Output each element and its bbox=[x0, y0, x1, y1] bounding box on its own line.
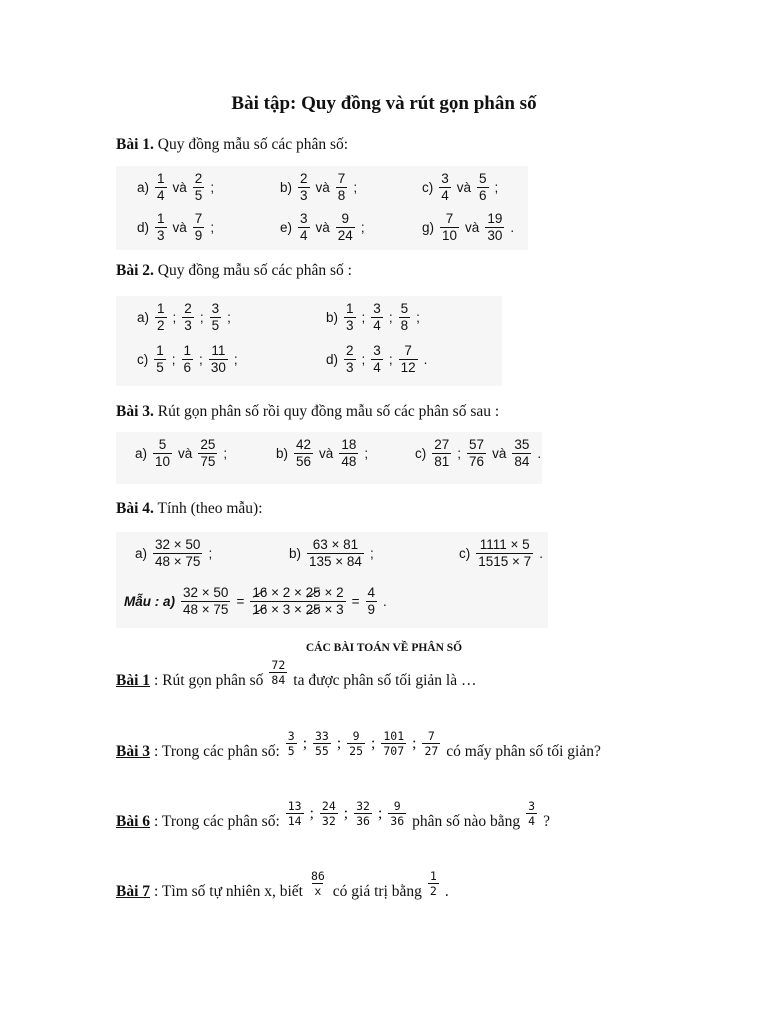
fraction bbox=[399, 344, 418, 375]
problem-label: Bài 7 bbox=[116, 882, 151, 900]
problem-text: ta được phân số tối giản là … bbox=[293, 671, 477, 689]
denominator-part: 16 bbox=[252, 602, 268, 618]
exercise-4-sample bbox=[120, 586, 391, 617]
exercise-1-heading bbox=[116, 136, 348, 154]
denominator: 48 × 75 bbox=[183, 602, 229, 618]
numerator-part: 16 bbox=[252, 585, 268, 600]
semicolon: ; bbox=[199, 310, 204, 326]
punctuation: ; bbox=[208, 546, 213, 562]
semicolon: ; bbox=[412, 734, 417, 752]
numerator: 19 bbox=[487, 211, 503, 226]
numerator: 7 bbox=[194, 211, 203, 226]
denominator: 4 bbox=[373, 360, 381, 376]
exercise-2-item bbox=[133, 344, 242, 375]
fraction bbox=[286, 800, 304, 827]
denominator: 12 bbox=[400, 360, 416, 376]
denominator: 5 bbox=[287, 744, 295, 759]
exercise-1-item bbox=[276, 172, 361, 203]
numerator: 1 bbox=[429, 869, 437, 883]
numerator: 57 bbox=[469, 437, 485, 452]
fraction bbox=[286, 730, 297, 757]
denominator: 56 bbox=[296, 454, 312, 470]
problem-label: Bài 1 bbox=[116, 671, 151, 689]
numerator: 5 bbox=[479, 171, 487, 186]
denominator: 5 bbox=[194, 188, 203, 204]
denominator-part: 25 bbox=[305, 602, 321, 618]
numerator: 2 bbox=[346, 343, 354, 358]
semicolon: ; bbox=[371, 734, 376, 752]
denominator: 36 bbox=[390, 814, 405, 829]
fraction bbox=[371, 302, 383, 333]
numerator: 86 bbox=[310, 869, 325, 883]
denominator: 55 bbox=[315, 744, 329, 759]
semicolon: ; bbox=[457, 446, 462, 462]
fraction bbox=[294, 438, 313, 469]
punctuation: ; bbox=[210, 180, 215, 196]
exercise-1-item bbox=[133, 212, 218, 243]
numerator: 32 × 50 bbox=[155, 537, 201, 552]
exercise-1-item bbox=[133, 172, 218, 203]
item-label: c) bbox=[422, 180, 434, 196]
numerator-part: 25 bbox=[305, 585, 321, 600]
denominator: 48 bbox=[341, 454, 357, 470]
semicolon: ; bbox=[171, 352, 176, 368]
numerator: 5 bbox=[158, 437, 167, 452]
fraction bbox=[428, 870, 439, 897]
problem-text: : Trong các phân số: bbox=[154, 742, 280, 760]
denominator: 81 bbox=[434, 454, 450, 470]
fraction bbox=[512, 438, 531, 469]
punctuation: ; bbox=[360, 220, 365, 236]
numerator: 11 bbox=[211, 343, 226, 358]
denominator: 84 bbox=[271, 673, 286, 688]
numerator: 9 bbox=[341, 211, 350, 226]
conjunction: và bbox=[315, 220, 330, 236]
denominator-part: × 3 × bbox=[271, 602, 302, 618]
exercise-4-item bbox=[455, 538, 547, 569]
item-label: a) bbox=[137, 180, 150, 196]
fraction bbox=[198, 438, 217, 469]
exercise-2-instruction: Quy đồng mẫu số các phân số : bbox=[153, 262, 352, 279]
numerator: 1 bbox=[183, 343, 192, 358]
numerator: 1 bbox=[346, 301, 354, 316]
problem-label: Bài 6 bbox=[116, 812, 151, 830]
sample-label: Mẫu : a) bbox=[124, 594, 176, 610]
equals-sign: = bbox=[351, 594, 360, 610]
denominator: 84 bbox=[514, 454, 530, 470]
fraction bbox=[476, 538, 533, 569]
denominator: 27 bbox=[424, 744, 439, 759]
fraction bbox=[320, 800, 338, 827]
fraction bbox=[388, 800, 406, 827]
numerator: 32 bbox=[356, 799, 370, 813]
denominator: 2 bbox=[429, 884, 437, 899]
punctuation: ; bbox=[227, 310, 231, 326]
fraction bbox=[339, 438, 358, 469]
equals-sign: = bbox=[236, 594, 245, 610]
numerator: 7 bbox=[337, 171, 346, 186]
fraction bbox=[298, 212, 310, 243]
item-label: a) bbox=[135, 446, 148, 462]
item-label: c) bbox=[137, 352, 149, 368]
exercise-4-heading bbox=[116, 500, 263, 518]
fraction bbox=[298, 172, 310, 203]
fraction bbox=[313, 730, 331, 757]
denominator: 4 bbox=[441, 188, 449, 204]
exercise-4-item bbox=[285, 538, 378, 569]
denominator: 707 bbox=[383, 744, 405, 759]
exercise-2-item bbox=[322, 344, 431, 375]
exercise-2-item bbox=[133, 302, 235, 333]
fraction bbox=[432, 438, 451, 469]
semicolon: ; bbox=[377, 804, 383, 822]
fraction bbox=[485, 212, 504, 243]
item-label: b) bbox=[280, 180, 293, 196]
semicolon: ; bbox=[199, 352, 203, 368]
conjunction: và bbox=[456, 180, 472, 196]
semicolon: ; bbox=[302, 734, 307, 752]
numerator: 3 bbox=[441, 171, 449, 186]
denominator: 75 bbox=[200, 454, 216, 470]
section-title: CÁC BÀI TOÁN VỀ PHÂN SỐ bbox=[305, 642, 463, 654]
fraction bbox=[399, 302, 411, 333]
numerator: 24 bbox=[321, 799, 336, 813]
numerator: 1 bbox=[157, 211, 165, 226]
denominator: 5 bbox=[211, 318, 220, 334]
numerator: 3 bbox=[528, 799, 536, 813]
item-label: d) bbox=[326, 352, 339, 368]
fraction bbox=[440, 212, 459, 243]
item-label: g) bbox=[422, 220, 435, 236]
problem-text: có mấy phân số tối giản? bbox=[446, 742, 601, 760]
denominator: x bbox=[314, 884, 322, 899]
denominator: 6 bbox=[183, 360, 192, 376]
conjunction: và bbox=[465, 220, 480, 236]
denominator: 9 bbox=[367, 602, 376, 618]
item-label: c) bbox=[415, 446, 427, 462]
semicolon: ; bbox=[388, 310, 393, 326]
denominator: 9 bbox=[194, 228, 203, 244]
problem-text: : Rút gọn phân số bbox=[154, 671, 264, 689]
item-label: a) bbox=[135, 546, 148, 562]
numerator: 7 bbox=[445, 211, 454, 226]
item-label: b) bbox=[276, 446, 289, 462]
numerator: 5 bbox=[400, 301, 409, 316]
conjunction: và bbox=[172, 180, 187, 196]
punctuation: . bbox=[539, 546, 543, 562]
denominator: 8 bbox=[337, 188, 346, 204]
exercise-3-item bbox=[131, 438, 231, 469]
fraction bbox=[477, 172, 489, 203]
denominator: 10 bbox=[442, 228, 458, 244]
fraction bbox=[155, 172, 167, 203]
fraction bbox=[193, 212, 205, 243]
exercise-3-number: Bài 3. bbox=[116, 403, 154, 420]
punctuation: . bbox=[537, 446, 542, 462]
fraction bbox=[153, 538, 202, 569]
denominator: 48 × 75 bbox=[155, 554, 201, 570]
semicolon: ; bbox=[172, 310, 177, 326]
problem-text: : Trong các phân số: bbox=[154, 812, 280, 830]
numerator: 33 bbox=[315, 729, 329, 743]
numerator: 101 bbox=[383, 729, 405, 743]
fraction bbox=[155, 302, 167, 333]
numerator: 3 bbox=[211, 301, 220, 316]
exercise-1-number: Bài 1. bbox=[116, 136, 154, 153]
denominator bbox=[250, 601, 345, 617]
fraction bbox=[467, 438, 486, 469]
conjunction: và bbox=[172, 220, 187, 236]
problem-p7 bbox=[116, 869, 453, 905]
numerator: 4 bbox=[367, 585, 376, 600]
denominator: 3 bbox=[300, 188, 308, 204]
exercise-4-instruction: Tính (theo mẫu): bbox=[153, 500, 263, 517]
punctuation: . bbox=[423, 352, 428, 368]
semicolon: ; bbox=[309, 804, 314, 822]
fraction bbox=[336, 212, 355, 243]
denominator: 76 bbox=[469, 454, 485, 470]
conjunction: và bbox=[315, 180, 330, 196]
semicolon: ; bbox=[361, 310, 366, 326]
numerator: 13 bbox=[287, 799, 302, 813]
numerator bbox=[250, 586, 345, 601]
denominator: 3 bbox=[184, 318, 192, 334]
denominator: 4 bbox=[157, 188, 165, 204]
semicolon: ; bbox=[361, 352, 366, 368]
fraction bbox=[344, 302, 356, 333]
exercise-1-item bbox=[418, 172, 502, 203]
item-label: d) bbox=[137, 220, 150, 236]
fraction bbox=[347, 730, 365, 757]
exercise-2-item bbox=[322, 302, 424, 333]
numerator: 42 bbox=[296, 437, 312, 452]
fraction bbox=[422, 730, 440, 757]
numerator: 2 bbox=[194, 171, 203, 186]
problem-text: phân số nào bằng bbox=[412, 812, 521, 830]
numerator: 63 × 81 bbox=[312, 537, 359, 552]
numerator: 3 bbox=[373, 301, 381, 316]
punctuation: ; bbox=[210, 220, 215, 236]
denominator: 135 × 84 bbox=[309, 554, 362, 570]
punctuation: . bbox=[383, 594, 387, 610]
denominator: 8 bbox=[400, 318, 409, 334]
item-label: e) bbox=[280, 220, 293, 236]
semicolon: ; bbox=[336, 734, 342, 752]
fraction bbox=[209, 344, 228, 375]
item-label: c) bbox=[459, 546, 471, 562]
conjunction: và bbox=[178, 446, 193, 462]
semicolon: ; bbox=[343, 804, 349, 822]
denominator: 2 bbox=[157, 318, 165, 334]
exercise-3-item bbox=[411, 438, 545, 469]
denominator: 36 bbox=[356, 814, 370, 829]
fraction bbox=[366, 586, 378, 617]
item-label: a) bbox=[137, 310, 150, 326]
numerator: 18 bbox=[341, 437, 357, 452]
fraction bbox=[154, 344, 166, 375]
semicolon: ; bbox=[388, 352, 393, 368]
numerator: 3 bbox=[373, 343, 381, 358]
punctuation: ; bbox=[223, 446, 228, 462]
fraction bbox=[336, 172, 348, 203]
fraction bbox=[371, 344, 383, 375]
numerator: 1111 × 5 bbox=[479, 537, 530, 552]
numerator: 1 bbox=[156, 343, 164, 358]
fraction bbox=[182, 302, 194, 333]
punctuation: ; bbox=[364, 446, 369, 462]
numerator-part: × 2 × bbox=[271, 585, 302, 600]
fraction bbox=[309, 870, 327, 897]
problem-p6 bbox=[116, 799, 554, 835]
fraction bbox=[307, 538, 364, 569]
problem-text: . bbox=[444, 882, 449, 900]
problem-text: có giá trị bằng bbox=[332, 882, 422, 900]
denominator: 14 bbox=[287, 814, 302, 829]
numerator: 2 bbox=[184, 301, 192, 316]
numerator: 25 bbox=[200, 437, 216, 452]
page-title: Bài tập: Quy đồng và rút gọn phân số bbox=[231, 93, 537, 114]
exercise-2-number: Bài 2. bbox=[116, 262, 154, 279]
denominator: 3 bbox=[346, 318, 354, 334]
punctuation: ; bbox=[353, 180, 358, 196]
numerator-part: × 2 bbox=[324, 585, 344, 600]
exercise-3-heading bbox=[116, 403, 499, 421]
denominator: 3 bbox=[346, 360, 354, 376]
numerator: 7 bbox=[404, 343, 412, 358]
numerator: 3 bbox=[287, 729, 295, 743]
exercise-2-heading bbox=[116, 262, 352, 280]
denominator: 32 bbox=[321, 814, 336, 829]
fraction bbox=[181, 586, 230, 617]
exercise-1-item bbox=[276, 212, 369, 243]
problem-p3 bbox=[116, 729, 605, 765]
exercise-4-item bbox=[131, 538, 216, 569]
exercise-1-instruction: Quy đồng mẫu số các phân số: bbox=[153, 136, 349, 153]
denominator: 30 bbox=[487, 228, 503, 244]
denominator: 24 bbox=[337, 228, 353, 244]
denominator: 4 bbox=[300, 228, 308, 244]
fraction bbox=[153, 438, 172, 469]
fraction bbox=[354, 800, 372, 827]
problem-text: ? bbox=[543, 812, 550, 830]
numerator: 32 × 50 bbox=[183, 585, 229, 600]
problem-label: Bài 3 bbox=[116, 742, 151, 760]
denominator: 6 bbox=[479, 188, 487, 204]
punctuation: ; bbox=[233, 352, 238, 368]
item-label: b) bbox=[289, 546, 302, 562]
denominator: 10 bbox=[155, 454, 171, 470]
cancelled-fraction bbox=[250, 586, 345, 617]
denominator: 1515 × 7 bbox=[478, 554, 532, 570]
problem-p1 bbox=[116, 658, 480, 694]
conjunction: và bbox=[319, 446, 334, 462]
numerator: 9 bbox=[352, 729, 360, 743]
numerator: 1 bbox=[157, 171, 165, 186]
numerator: 35 bbox=[514, 437, 530, 452]
numerator: 27 bbox=[434, 437, 450, 452]
numerator: 2 bbox=[300, 171, 308, 186]
denominator: 5 bbox=[156, 360, 164, 376]
fraction bbox=[439, 172, 451, 203]
fraction bbox=[210, 302, 222, 333]
fraction bbox=[182, 344, 194, 375]
exercise-3-instruction: Rút gọn phân số rồi quy đồng mẫu số các phân số sau : bbox=[153, 403, 500, 420]
punctuation: ; bbox=[494, 180, 499, 196]
denominator: 25 bbox=[349, 744, 364, 759]
denominator: 3 bbox=[157, 228, 165, 244]
fraction bbox=[344, 344, 356, 375]
fraction bbox=[381, 730, 406, 757]
exercise-1-item bbox=[418, 212, 518, 243]
fraction bbox=[269, 659, 287, 686]
exercise-4-number: Bài 4. bbox=[116, 500, 154, 517]
numerator: 1 bbox=[157, 301, 165, 316]
fraction bbox=[155, 212, 167, 243]
numerator: 7 bbox=[427, 729, 435, 743]
numerator: 9 bbox=[393, 799, 401, 813]
exercise-3-item bbox=[272, 438, 372, 469]
conjunction: và bbox=[492, 446, 507, 462]
punctuation: ; bbox=[416, 310, 420, 326]
problem-text: : Tìm số tự nhiên x, biết bbox=[154, 882, 303, 900]
punctuation: ; bbox=[369, 546, 374, 562]
item-label: b) bbox=[326, 310, 339, 326]
denominator: 4 bbox=[373, 318, 381, 334]
fraction bbox=[193, 172, 205, 203]
denominator-part: × 3 bbox=[324, 602, 344, 618]
numerator: 3 bbox=[300, 211, 308, 226]
numerator: 72 bbox=[271, 658, 286, 672]
fraction bbox=[526, 800, 537, 827]
punctuation: . bbox=[510, 220, 515, 236]
denominator: 4 bbox=[528, 814, 536, 829]
denominator: 30 bbox=[210, 360, 226, 376]
